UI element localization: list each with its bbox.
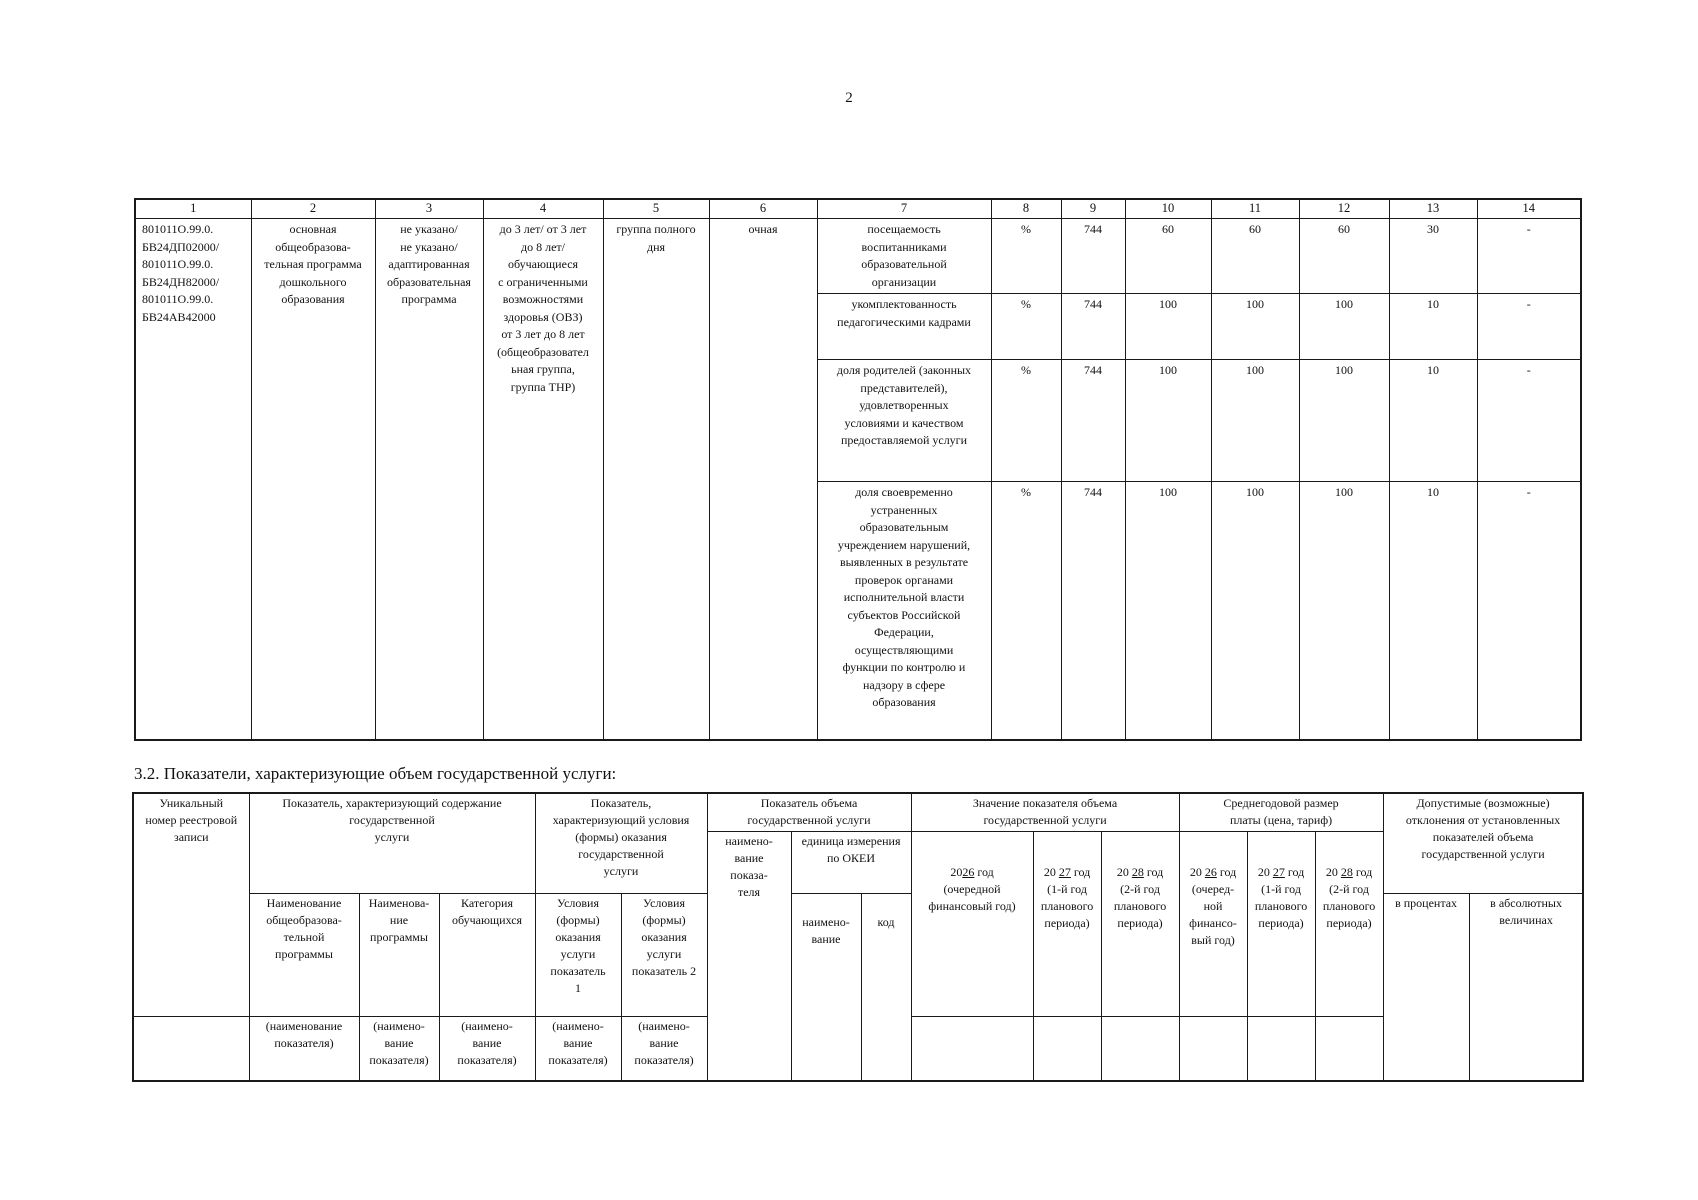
blank-cell xyxy=(1247,1016,1315,1081)
col-num-11: 11 xyxy=(1211,199,1299,219)
col-num-13: 13 xyxy=(1389,199,1477,219)
volume-2026-note: (очередной финансовый год) xyxy=(928,881,1016,913)
indicator-code: 744 xyxy=(1061,360,1125,482)
indicator-unit: % xyxy=(991,219,1061,294)
avg-fee-header: Среднегодовой размер платы (цена, тариф) xyxy=(1179,793,1383,831)
allowed-deviation-header: Допустимые (возможные) отклонения от установленных показателей объема государственной услуги xyxy=(1383,793,1583,893)
value-2026: 100 xyxy=(1125,482,1211,740)
value-2028: 100 xyxy=(1299,482,1389,740)
sub-program-name-header: Наименование общеобразова- тельной программы xyxy=(249,893,359,1016)
indicator-name-label-2: (наимено- вание показателя) xyxy=(359,1016,439,1081)
fee-2026-note: (очеред- ной финансо- вый год) xyxy=(1189,881,1237,947)
volume-indicator-header: Показатель объема государственной услуги xyxy=(707,793,911,831)
registry-number-cell: 801011О.99.0. БВ24ДП02000/ 801011О.99.0. БВ24ДН82000/ 801011О.99.0. БВ24АВ42000 xyxy=(135,219,251,740)
year-2026-label: 2026 год xyxy=(950,864,994,879)
sub-category-header: Категория обучающихся xyxy=(439,893,535,1016)
volume-indicators-table xyxy=(132,792,1584,1082)
fee-2028-header xyxy=(1315,831,1383,1016)
volume-2028-note: (2-й год планового периода) xyxy=(1113,881,1167,930)
indicator-code: 744 xyxy=(1061,294,1125,360)
indicator-name-label-5: (наимено- вание показателя) xyxy=(621,1016,707,1081)
unique-number-blank-2 xyxy=(133,1016,249,1081)
table-row xyxy=(135,219,1581,294)
fee-2028-note: (2-й год планового периода) xyxy=(1322,881,1376,930)
condition-2-cell: очная xyxy=(709,219,817,740)
col-num-3: 3 xyxy=(375,199,483,219)
in-percent-header: в процентах xyxy=(1383,893,1469,1081)
in-absolute-header: в абсолютных величинах xyxy=(1469,893,1583,1081)
blank-cell xyxy=(1033,1016,1101,1081)
indicator-name: доля своевременно устраненных образовательным учреждением нарушений, выявленных в результате проверок органами исполнительной власти субъектов Российской Федерации, осуществляющими функции по контролю и надзору в сфере образования xyxy=(817,482,991,740)
col-num-7: 7 xyxy=(817,199,991,219)
value-2027: 100 xyxy=(1211,294,1299,360)
col-num-6: 6 xyxy=(709,199,817,219)
indicator-name-header: наимено- вание показа- теля xyxy=(707,831,791,1081)
indicator-unit: % xyxy=(991,360,1061,482)
volume-2027-note: (1-й год планового периода) xyxy=(1040,881,1094,930)
deviation-absolute: - xyxy=(1477,360,1581,482)
okei-code-header: код xyxy=(861,893,911,1081)
deviation-percent: 10 xyxy=(1389,482,1477,740)
fee-2027-note: (1-й год планового периода) xyxy=(1254,881,1308,930)
deviation-absolute: - xyxy=(1477,294,1581,360)
sub-condition-2-header: Условия (формы) оказания услуги показатель 2 xyxy=(621,893,707,1016)
program-cell: основная общеобразова- тельная программа дошкольного образования xyxy=(251,219,375,740)
volume-value-header: Значение показателя объема государственной услуги xyxy=(911,793,1179,831)
condition-1-cell: группа полного дня xyxy=(603,219,709,740)
indicator-code: 744 xyxy=(1061,219,1125,294)
conditions-indicator-header: Показатель, характеризующий условия (формы) оказания государственной услуги xyxy=(535,793,707,893)
blank-cell xyxy=(1315,1016,1383,1081)
program-name-cell: не указано/ не указано/ адаптированная образовательная программа xyxy=(375,219,483,740)
deviation-percent: 30 xyxy=(1389,219,1477,294)
volume-2028-header xyxy=(1101,831,1179,1016)
okei-name-header: наимено- вание xyxy=(791,893,861,1081)
indicator-name-label-4: (наимено- вание показателя) xyxy=(535,1016,621,1081)
indicator-name: посещаемость воспитанниками образовательной организации xyxy=(817,219,991,294)
volume-2026-header xyxy=(911,831,1033,1016)
deviation-absolute: - xyxy=(1477,482,1581,740)
volume-2027-header xyxy=(1033,831,1101,1016)
section-title: 3.2. Показатели, характеризующие объем государственной услуги: xyxy=(134,764,617,783)
fee-year-2026-label: 20 26 год xyxy=(1189,864,1237,879)
col-num-10: 10 xyxy=(1125,199,1211,219)
indicator-name: доля родителей (законных представителей), удовлетворенных условиями и качеством предоставляемой услуги xyxy=(817,360,991,482)
indicator-name-label-1: (наименование показателя) xyxy=(249,1016,359,1081)
indicator-name: укомплектованность педагогическими кадрами xyxy=(817,294,991,360)
unique-number-header: Уникальный номер реестровой записи xyxy=(133,793,249,1016)
value-2028: 100 xyxy=(1299,360,1389,482)
category-cell: до 3 лет/ от 3 лет до 8 лет/ обучающиеся с ограниченными возможностями здоровья (ОВЗ) от 3 лет до 8 лет (общеобразовател ьная группа, группа ТНР) xyxy=(483,219,603,740)
col-num-12: 12 xyxy=(1299,199,1389,219)
sub-name-header: Наименова- ние программы xyxy=(359,893,439,1016)
col-num-5: 5 xyxy=(603,199,709,219)
indicator-name-label-3: (наимено- вание показателя) xyxy=(439,1016,535,1081)
value-2028: 60 xyxy=(1299,219,1389,294)
fee-2027-header xyxy=(1247,831,1315,1016)
value-2026: 100 xyxy=(1125,360,1211,482)
col-num-8: 8 xyxy=(991,199,1061,219)
indicator-unit: % xyxy=(991,482,1061,740)
value-2027: 100 xyxy=(1211,360,1299,482)
quality-indicators-table xyxy=(134,198,1582,741)
value-2027: 60 xyxy=(1211,219,1299,294)
col-num-9: 9 xyxy=(1061,199,1125,219)
sub-condition-1-header: Условия (формы) оказания услуги показатель 1 xyxy=(535,893,621,1016)
blank-cell xyxy=(1179,1016,1247,1081)
fee-year-2028-label: 20 28 год xyxy=(1325,864,1373,879)
deviation-percent: 10 xyxy=(1389,360,1477,482)
col-num-1: 1 xyxy=(135,199,251,219)
col-num-2: 2 xyxy=(251,199,375,219)
col-num-14: 14 xyxy=(1477,199,1581,219)
indicator-code: 744 xyxy=(1061,482,1125,740)
col-num-4: 4 xyxy=(483,199,603,219)
content-indicator-header: Показатель, характеризующий содержание государственной услуги xyxy=(249,793,535,893)
value-2026: 100 xyxy=(1125,294,1211,360)
year-2027-label: 20 27 год xyxy=(1043,864,1091,879)
okei-unit-header: единица измерения по ОКЕИ xyxy=(791,831,911,893)
blank-cell xyxy=(1101,1016,1179,1081)
page-number: 2 xyxy=(845,90,853,106)
column-number-row xyxy=(135,199,1581,219)
indicator-unit: % xyxy=(991,294,1061,360)
fee-year-2027-label: 20 27 год xyxy=(1257,864,1305,879)
fee-2026-header xyxy=(1179,831,1247,1016)
deviation-percent: 10 xyxy=(1389,294,1477,360)
value-2028: 100 xyxy=(1299,294,1389,360)
value-2027: 100 xyxy=(1211,482,1299,740)
deviation-absolute: - xyxy=(1477,219,1581,294)
year-2028-label: 20 28 год xyxy=(1116,864,1164,879)
blank-cell xyxy=(911,1016,1033,1081)
value-2026: 60 xyxy=(1125,219,1211,294)
header-row-1 xyxy=(133,793,1583,831)
